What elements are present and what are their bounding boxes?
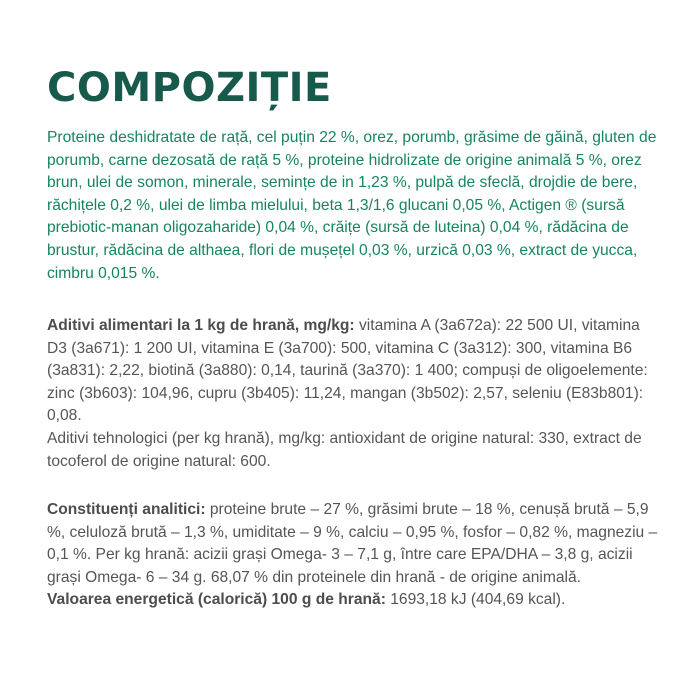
analytical-constituents-text: proteine brute – 27 %, grăsimi brute – 18 %, cenușă brută – 5,9 %, celuloză brută – 1,3 %, umiditate – 9 %, calciu – 0,95 %, fosfor – 0,82 %, magneziu – 0,1 %. Per kg hrană: acizii grași Omega- 3 – 7,1 g, între care EPA/DHA – 3,8 g, acizii grași Omega- 6 – 34 g. 68,07 % din proteinele din hrană - de origine animală. — [47, 501, 658, 586]
nutritional-additives-text: vitamina A (3a672a): 22 500 UI, vitamina D3 (3a671): 1 200 UI, vitamina E (3a700): 500, vitamina C (3a312): 300, vitamina B6 (3a831): 2,22, biotină (3a880): 0,14, taurină (3a370): 1 400; compuși de oligoelemente: zinc (3b603): 104,96, cupru (3b405): 11,24, mangan (3b502): 2,57, seleniu (E83b801): 0,08. — [47, 317, 648, 425]
technological-additives-text: Aditivi tehnologici (per kg hrană), mg/kg: antioxidant de origine natural: 330, extract de tocoferol de origine natural: 600. — [47, 429, 642, 470]
nutritional-additives-label: Aditivi alimentari la 1 kg de hrană, mg/kg: — [47, 317, 355, 334]
energy-value-label: Valoarea energetică (calorică) 100 g de hrană: — [47, 591, 386, 609]
composition-text: Proteine deshidratate de rață, cel puțin 22 %, orez, porumb, grăsime de găină, gluten de porumb, carne dezosată de rață 5 %, proteine hidrolizate de origine animală 5 %, orez brun, ulei de somon, minerale, semințe de in 1,23 %, pulpă de sfeclă, drojdie de bere, răchițele 0,2 %, ulei de limba mielului, beta 1,3/1,6 glucani 0,05 %, Actigen ® (sursă prebiotic-manan oligozaharide) 0,04 %, crăițe (sursă de luteina) 0,04 %, rădăcina de brustur, rădăcina de althaea, flori de mușețel 0,03 %, urzică 0,03 %, extract de yucca, cimbru 0,015 %. — [47, 129, 657, 282]
additives-section — [47, 315, 662, 473]
analytical-section — [47, 499, 662, 612]
section-title: COMPOZIȚIE — [47, 65, 332, 111]
analytical-constituents-label: Constituenți analitici: — [47, 501, 206, 518]
energy-value-text: 1693,18 kJ (404,69 kcal). — [385, 591, 566, 609]
